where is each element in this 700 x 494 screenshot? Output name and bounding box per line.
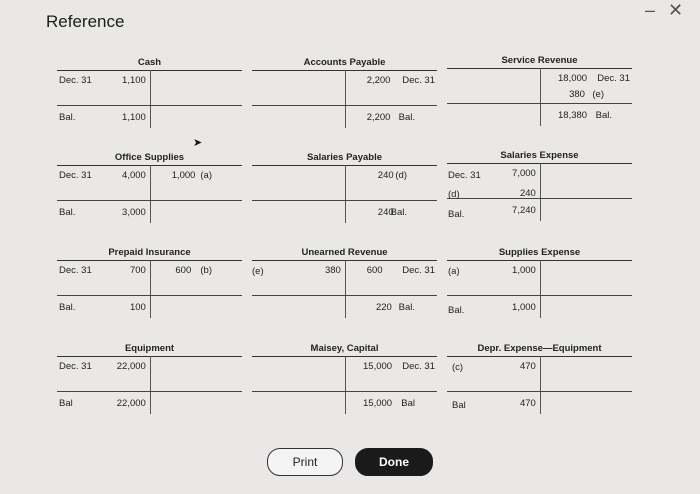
credit-amount: 600 [175, 265, 192, 276]
debit-amount: 7,000 [512, 168, 536, 179]
mouse-cursor-icon: ➤ [193, 137, 203, 149]
balance-amount: 15,000 [363, 398, 393, 409]
balance-amount: 220 [375, 302, 392, 313]
debit-date: Dec. 31 [59, 75, 92, 86]
debit-amount: 700 [129, 265, 146, 276]
balance-label: Bal. [59, 302, 76, 313]
balance-label: Bal [401, 398, 415, 409]
balance-label: Bal. [448, 305, 465, 316]
account-name: Salaries Expense [500, 150, 579, 161]
account-name: Supplies Expense [498, 247, 581, 258]
t-account-supplies-expense [447, 247, 632, 315]
balance-amount: 1,100 [122, 112, 146, 123]
balance-label: Bal [452, 400, 466, 411]
balance-amount: 22,000 [116, 398, 146, 409]
credit-date: Dec. 31 [402, 75, 435, 86]
debit-date: Dec. 31 [59, 361, 92, 372]
balance-amount: 2,200 [366, 112, 391, 123]
credit-date: Dec. 31 [402, 265, 435, 276]
debit-amount: 1,000 [512, 265, 536, 276]
balance-label: Bal. [59, 112, 76, 123]
balance-amount: 7,240 [512, 205, 536, 216]
t-account-prepaid-insurance [57, 247, 242, 315]
adjustment-ref: (a) [200, 170, 212, 181]
debit-date: Dec. 31 [59, 265, 92, 276]
adjustment-ref: (c) [452, 362, 464, 373]
adjustment-ref: (a) [448, 266, 460, 277]
debit-amount: 240 [519, 188, 536, 199]
account-name: Depr. Expense—Equipment [477, 343, 602, 354]
credit-date: Dec. 31 [597, 73, 630, 84]
credit-amount: 2,200 [366, 75, 391, 86]
debit-amount: 4,000 [122, 170, 146, 181]
t-account-cash [57, 57, 242, 125]
t-account-depr-expense-equipment [447, 343, 632, 411]
debit-date: Dec. 31 [448, 170, 481, 181]
credit-amount: 240 [377, 170, 394, 181]
account-name: Office Supplies [114, 152, 185, 163]
t-account-salaries-payable [252, 152, 437, 220]
balance-label: Bal. [398, 112, 415, 123]
account-name: Service Revenue [501, 55, 578, 66]
print-button[interactable]: Print [267, 448, 343, 476]
balance-label: Bal. [59, 207, 76, 218]
debit-amount: 1,100 [122, 75, 146, 86]
balance-label: Bal [59, 398, 73, 409]
account-name: Cash [137, 57, 162, 68]
t-account-accounts-payable [252, 57, 437, 125]
t-account-office-supplies [57, 152, 242, 220]
t-account-equipment [57, 343, 242, 411]
debit-amount: 22,000 [116, 361, 146, 372]
adjustment-ref: (e) [592, 89, 604, 100]
balance-label: Bal. [448, 209, 465, 220]
adjustment-ref: (d) [395, 170, 407, 181]
account-name: Salaries Payable [307, 152, 382, 163]
account-name: Equipment [124, 343, 175, 354]
balance-amount: 470 [519, 398, 536, 409]
minimize-icon[interactable]: – [645, 0, 656, 20]
balance-label: Bal. [595, 110, 612, 121]
credit-amount: 18,000 [558, 73, 588, 84]
debit-amount: 470 [519, 361, 536, 372]
done-button[interactable]: Done [355, 448, 433, 476]
t-account-unearned-revenue [252, 247, 437, 315]
credit-amount: 15,000 [363, 361, 393, 372]
balance-amount: 3,000 [122, 207, 146, 218]
adjustment-ref: (d) [448, 189, 460, 200]
adjustment-ref: (e) [252, 266, 264, 277]
t-account-maisey-capital [252, 343, 437, 411]
account-name: Prepaid Insurance [108, 247, 191, 258]
balance-label: Bal. [390, 207, 407, 218]
balance-amount: 1,000 [512, 302, 536, 313]
account-name: Accounts Payable [303, 57, 386, 68]
credit-amount: 380 [569, 89, 585, 100]
t-account-salaries-expense [447, 150, 632, 218]
account-name: Maisey, Capital [310, 343, 379, 354]
balance-amount: 100 [129, 302, 146, 313]
credit-date: Dec. 31 [402, 361, 435, 372]
balance-label: Bal. [398, 302, 415, 313]
close-icon[interactable]: ✕ [668, 0, 684, 20]
balance-amount: 18,380 [558, 110, 588, 121]
account-name: Unearned Revenue [301, 247, 388, 258]
credit-amount: 1,000 [171, 170, 196, 181]
page-title: Reference [46, 12, 125, 31]
t-account-service-revenue [447, 55, 632, 123]
debit-amount: 380 [324, 265, 341, 276]
debit-date: Dec. 31 [59, 170, 92, 181]
credit-amount: 600 [366, 265, 383, 276]
adjustment-ref: (b) [200, 265, 212, 276]
balance-amount: 240 [377, 207, 394, 218]
